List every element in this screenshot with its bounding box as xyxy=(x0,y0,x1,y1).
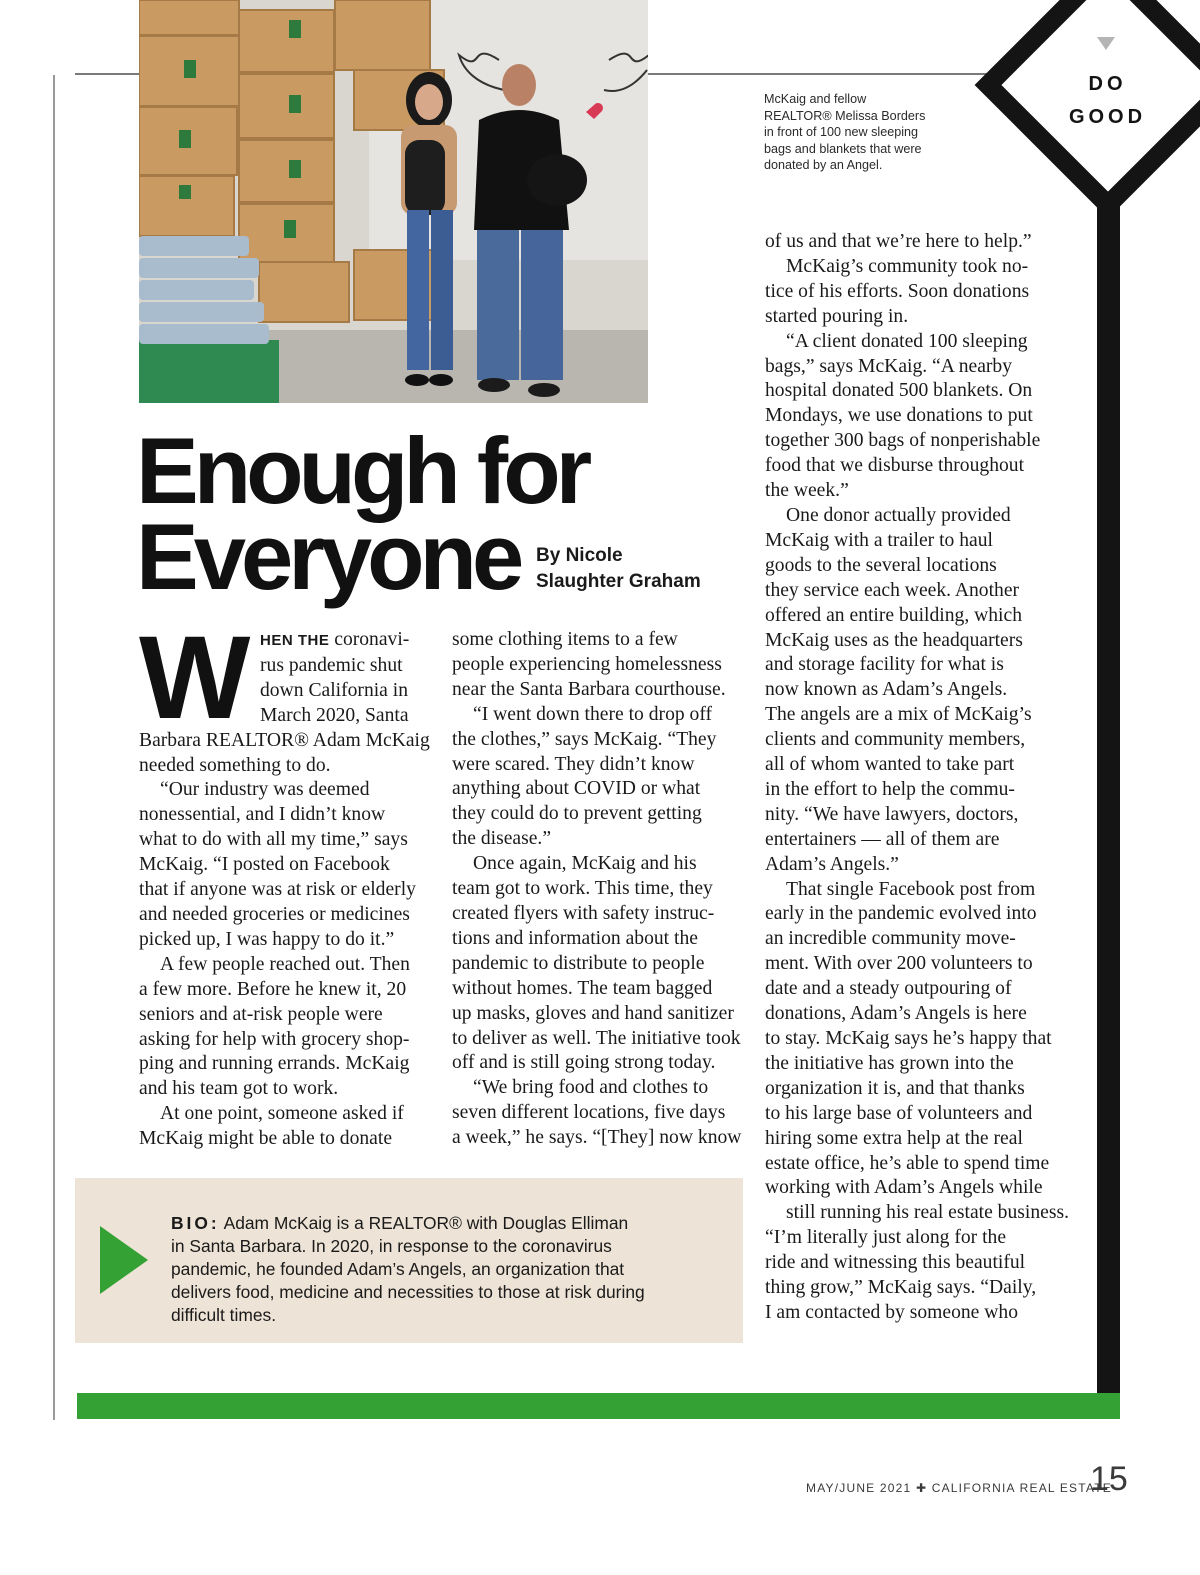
text-line: That single Facebook post from xyxy=(786,878,1036,900)
text-line: of us and that we’re here to help.” xyxy=(765,231,1032,252)
text-line: ping and running errands. McKaig xyxy=(139,1053,410,1075)
page-number: 15 xyxy=(1090,1460,1128,1498)
text-line: tions and information about the xyxy=(452,927,698,949)
text-line: and his team got to work. xyxy=(139,1078,339,1100)
text-line: to his large base of volunteers and xyxy=(765,1102,1033,1124)
text-line: estate office, he’s able to spend time xyxy=(765,1152,1050,1174)
text-line: thing grow,” McKaig says. “Daily, xyxy=(765,1277,1037,1299)
headline-line: Enough for xyxy=(136,418,588,523)
text-line: seniors and at-risk people were xyxy=(139,1003,383,1025)
text-line: “We bring food and clothes to xyxy=(473,1077,709,1099)
bottom-green-bar xyxy=(77,1393,1120,1419)
text-line: McKaig uses as the headquarters xyxy=(765,629,1023,651)
text-line: that if anyone was at risk or elderly xyxy=(139,879,416,901)
text-line: they service each week. Another xyxy=(765,579,1020,601)
text-line: in the effort to help the commu- xyxy=(765,778,1015,800)
article-column-3 xyxy=(765,230,1069,1326)
text-line: together 300 bags of nonperishable xyxy=(765,430,1041,452)
text-line: tice of his efforts. Soon donations xyxy=(765,280,1030,302)
right-black-bar xyxy=(1097,200,1120,1415)
text-line: team got to work. This time, they xyxy=(452,878,713,900)
text-line: March 2020, Santa xyxy=(260,704,409,726)
headline-line: Everyone xyxy=(136,504,520,609)
badge-label-do: DO xyxy=(1088,73,1127,95)
text-line: all of whom wanted to take part xyxy=(765,754,1015,776)
text-line: McKaig’s community took no- xyxy=(786,255,1029,277)
bio-text xyxy=(171,1212,711,1327)
text-line: what to do with all my time,” says xyxy=(139,829,408,851)
text-line: McKaig. “I posted on Facebook xyxy=(139,854,390,876)
text-line: to stay. McKaig says he’s happy that xyxy=(765,1028,1052,1049)
text-line: A few people reached out. Then xyxy=(160,953,410,975)
text-line: the clothes,” says McKaig. “They xyxy=(452,728,717,750)
text-line: started pouring in. xyxy=(765,305,909,327)
caption-line: in front of 100 new sleeping xyxy=(764,125,919,139)
text-line: Barbara REALTOR® Adam McKaig xyxy=(139,729,430,751)
text-line: “I went down there to drop off xyxy=(473,703,713,725)
text-line: clients and community members, xyxy=(765,729,1026,751)
text-line: down California in xyxy=(260,679,409,701)
bio-line: pandemic, he founded Adam’s Angels, an organization that xyxy=(171,1259,625,1279)
text-line: Once again, McKaig and his xyxy=(473,853,697,875)
text-line: working with Adam’s Angels while xyxy=(765,1177,1043,1199)
text-line: coronavi- xyxy=(329,629,410,650)
text-line: and needed groceries or medicines xyxy=(139,903,410,925)
photo-caption xyxy=(764,91,949,174)
text-line: some clothing items to a few xyxy=(452,629,678,650)
text-line: still running his real estate business. xyxy=(786,1202,1069,1224)
text-line: ride and witnessing this beautiful xyxy=(765,1252,1026,1274)
text-line: hospital donated 500 blankets. On xyxy=(765,380,1033,402)
text-line: goods to the several locations xyxy=(765,554,997,576)
text-line: without homes. The team bagged xyxy=(452,977,713,999)
text-line: now known as Adam’s Angels. xyxy=(765,679,1008,701)
text-line: near the Santa Barbara courthouse. xyxy=(452,678,726,700)
text-line: donations, Adam’s Angels is here xyxy=(765,1003,1027,1025)
article-column-1 xyxy=(139,612,434,1152)
article-column-2 xyxy=(452,628,747,1151)
text-line: an incredible community move- xyxy=(765,928,1016,950)
drop-cap: W xyxy=(139,612,251,744)
headline xyxy=(136,418,588,609)
text-line: “A client donated 100 sleeping xyxy=(786,330,1028,352)
text-line: they could do to prevent getting xyxy=(452,803,702,825)
text-line: nity. “We have lawyers, doctors, xyxy=(765,803,1019,825)
text-line: up masks, gloves and hand sanitizer xyxy=(452,1002,734,1024)
text-line: picked up, I was happy to do it.” xyxy=(139,928,395,950)
footer-issue-label: MAY/JUNE 2021 ✚ CALIFORNIA REAL ESTATE xyxy=(806,1481,1112,1495)
caption-line: REALTOR® Melissa Borders xyxy=(764,108,926,123)
article-photo xyxy=(139,0,648,403)
left-rule xyxy=(53,75,55,1420)
text-line: One donor actually provided xyxy=(786,504,1011,526)
text-line: “Our industry was deemed xyxy=(160,779,370,801)
text-line: entertainers — all of them are xyxy=(765,828,1000,850)
text-line: Adam’s Angels.” xyxy=(765,853,899,875)
caption-line: McKaig and fellow xyxy=(764,92,867,106)
badge-label-good: GOOD xyxy=(1068,106,1147,128)
text-line: a few more. Before he knew it, 20 xyxy=(139,978,407,1000)
byline xyxy=(536,543,701,594)
text-line: rus pandemic shut xyxy=(260,654,403,676)
text-line: were scared. They didn’t know xyxy=(452,753,695,775)
text-line: a week,” he says. “[They] now know xyxy=(452,1127,742,1149)
caption-line: donated by an Angel. xyxy=(764,158,883,172)
text-line: date and a steady outpouring of xyxy=(765,978,1012,1000)
text-line: food that we disburse throughout xyxy=(765,455,1025,477)
bio-line: difficult times. xyxy=(171,1305,277,1325)
text-line: At one point, someone asked if xyxy=(160,1103,404,1125)
text-line: needed something to do. xyxy=(139,754,331,776)
text-line: I am contacted by someone who xyxy=(765,1301,1019,1323)
text-line: Mondays, we use donations to put xyxy=(765,405,1033,427)
text-line: hiring some extra help at the real xyxy=(765,1127,1023,1149)
bio-label: BIO: xyxy=(171,1213,220,1233)
text-line: nonessential, and I didn’t know xyxy=(139,804,386,826)
text-line: the initiative has grown into the xyxy=(765,1052,1014,1074)
byline-line: By Nicole xyxy=(536,545,623,566)
text-line: ment. With over 200 volunteers to xyxy=(765,953,1033,975)
text-line: offered an entire building, which xyxy=(765,604,1022,626)
text-line: anything about COVID or what xyxy=(452,778,701,800)
text-line: people experiencing homelessness xyxy=(452,653,722,675)
bio-line: Adam McKaig is a REALTOR® with Douglas Elliman xyxy=(219,1213,629,1233)
text-line: The angels are a mix of McKaig’s xyxy=(765,704,1032,726)
text-line: bags,” says McKaig. “A nearby xyxy=(765,355,1013,377)
lead-in: HEN THE xyxy=(260,632,330,649)
play-arrow-icon xyxy=(100,1226,148,1294)
bio-line: in Santa Barbara. In 2020, in response to the coronavirus xyxy=(171,1236,612,1256)
text-line: McKaig with a trailer to haul xyxy=(765,529,993,551)
text-line: asking for help with grocery shop- xyxy=(139,1028,410,1050)
text-line: the week.” xyxy=(765,480,849,502)
text-line: the disease.” xyxy=(452,828,552,850)
text-line: McKaig might be able to donate xyxy=(139,1128,393,1150)
text-line: early in the pandemic evolved into xyxy=(765,903,1037,925)
text-line: pandemic to distribute to people xyxy=(452,952,705,974)
text-line: organization it is, and that thanks xyxy=(765,1077,1025,1099)
text-line: seven different locations, five days xyxy=(452,1102,726,1124)
text-line: “I’m literally just along for the xyxy=(765,1227,1007,1249)
text-line: to deliver as well. The initiative took xyxy=(452,1027,741,1049)
caption-line: bags and blankets that were xyxy=(764,141,922,156)
bio-line: delivers food, medicine and necessities to those at risk during xyxy=(171,1282,645,1302)
bio-box xyxy=(75,1178,743,1343)
text-line: off and is still going strong today. xyxy=(452,1052,716,1074)
text-line: and storage facility for what is xyxy=(765,654,1004,676)
text-line: created flyers with safety instruc- xyxy=(452,902,715,924)
byline-line: Slaughter Graham xyxy=(536,570,701,592)
